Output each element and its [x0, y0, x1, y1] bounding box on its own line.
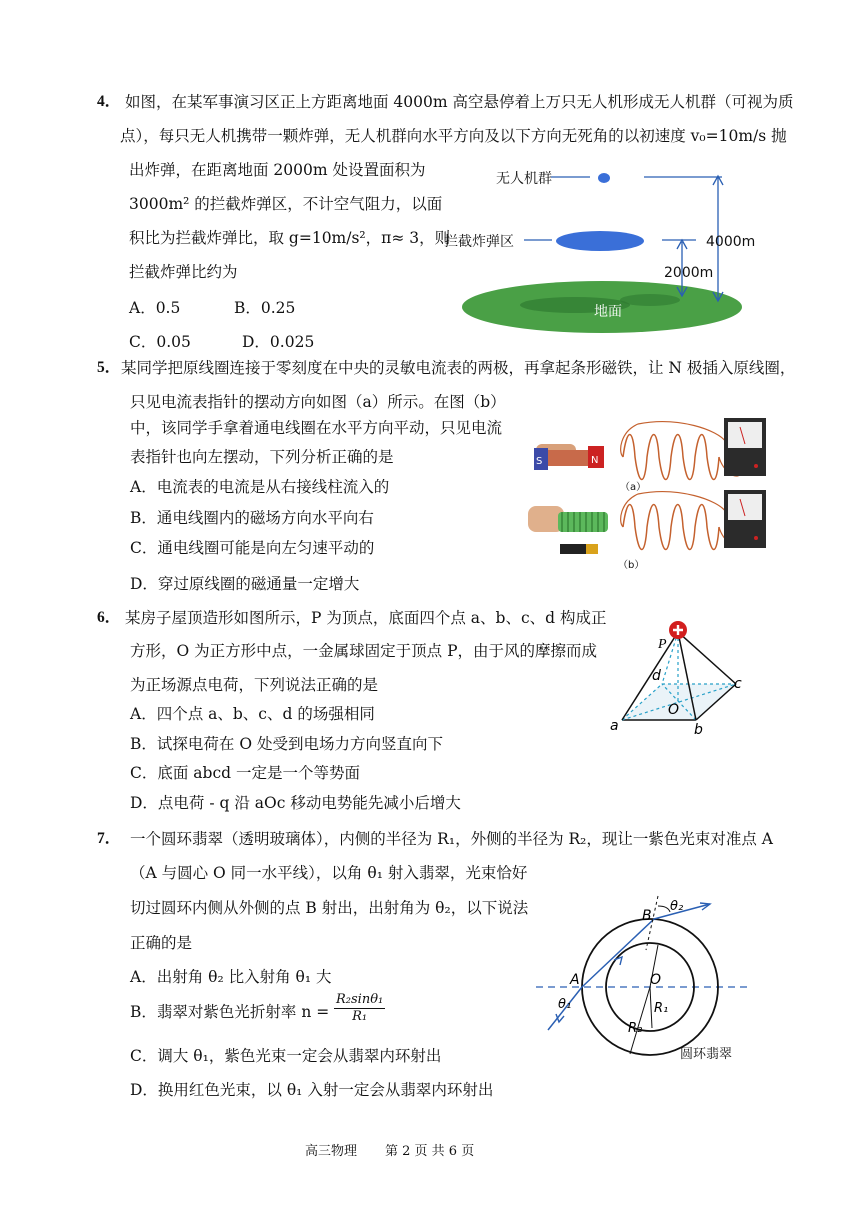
- q5-line-2: 只见电流表指针的摆动方向如图（a）所示。在图（b）: [130, 393, 506, 411]
- svg-text:R₂: R₂: [628, 1021, 643, 1036]
- energized-coil: [558, 512, 608, 532]
- svg-text:O: O: [668, 702, 680, 718]
- q4-option-b: B．0.25: [234, 299, 296, 317]
- footer-subject: 高三物理: [305, 1144, 358, 1159]
- q4-option-c: C．0.05: [129, 333, 191, 351]
- svg-text:P: P: [658, 637, 667, 652]
- svg-text:θ₂: θ₂: [670, 899, 684, 914]
- q4-option-a: A．0.5: [129, 299, 181, 317]
- q7-option-c: C．调大 θ₁，紫色光束一定会从翡翠内环射出: [130, 1047, 442, 1065]
- svg-text:B: B: [642, 908, 652, 924]
- q4-line-3: 出炸弹，在距离地面 2000m 处设置面积为: [129, 161, 426, 179]
- q6-figure: [606, 618, 756, 740]
- q4-line-6: 拦截炸弹比约为: [129, 263, 238, 281]
- q7-option-d: D．换用红色光束，以 θ₁ 入射一定会从翡翠内环射出: [130, 1081, 494, 1099]
- refractive-index-fraction: [334, 992, 385, 1025]
- q5-number: 5．: [97, 359, 121, 376]
- svg-text:d: d: [652, 668, 661, 684]
- q7-option-b: B．翡翠对紫色光折射率 n =: [130, 1003, 330, 1021]
- drone-swarm-dot: [598, 173, 610, 183]
- ring-caption: 圆环翡翠: [680, 1047, 733, 1062]
- figure-a-label: （a）: [620, 482, 647, 493]
- fraction-denominator: R₁: [352, 1009, 368, 1024]
- q7-number: 7．: [97, 830, 121, 847]
- svg-text:θ₁: θ₁: [558, 997, 572, 1012]
- label-2000m: 2000m: [664, 265, 714, 281]
- q5-line-1: 某同学把原线圈连接于零刻度在中央的灵敏电流表的两极，再拿起条形磁铁，让 N 极插入原线圈，: [121, 359, 796, 377]
- q7-line-4: 正确的是: [130, 934, 193, 952]
- q6-number: 6．: [97, 609, 121, 626]
- intercept-zone-ellipse: [556, 231, 644, 251]
- svg-text:A: A: [570, 972, 580, 988]
- q5-line-3: 中，该同学手拿着通电线圈在水平方向平动，只见电流: [130, 419, 503, 437]
- q5-option-b: B．通电线圈内的磁场方向水平向右: [130, 509, 374, 527]
- drones-label: 无人机群: [496, 171, 552, 187]
- q4-option-d: D．0.025: [242, 333, 315, 351]
- q6-option-b: B．试探电荷在 O 处受到电场力方向竖直向下: [130, 735, 443, 753]
- q4-line-4: 3000m² 的拦截炸弹区，不计空气阻力，以面: [129, 195, 443, 213]
- q4-line-1: 如图，在某军事演习区正上方距离地面 4000m 高空悬停着上万只无人机形成无人机群（可视为质: [125, 93, 794, 111]
- ground-label: 地面: [594, 304, 622, 320]
- primary-coil-a: [623, 435, 719, 480]
- q4-figure: [440, 160, 760, 338]
- svg-text:a: a: [610, 718, 619, 734]
- svg-text:O: O: [650, 972, 662, 988]
- q6-option-d: D．点电荷 - q 沿 aOc 移动电势能先减小后增大: [130, 794, 461, 812]
- svg-text:b: b: [694, 722, 703, 738]
- q5-figure: [528, 412, 778, 582]
- q5-option-a: A．电流表的电流是从右接线柱流入的: [130, 478, 390, 496]
- zone-label: 拦截炸弹区: [444, 234, 514, 250]
- svg-text:c: c: [734, 676, 742, 692]
- figure-b-label: （b）: [618, 560, 645, 571]
- q5-line-4: 表指针也向左摆动，下列分析正确的是: [130, 448, 394, 466]
- q6-line-3: 为正场源点电荷，下列说法正确的是: [130, 676, 379, 694]
- svg-text:R₁: R₁: [654, 1001, 669, 1016]
- q6-line-2: 方形，O 为正方形中点，一金属球固定于顶点 P，由于风的摩擦而成: [130, 642, 597, 660]
- q4-line-2: 点），每只无人机携带一颗炸弹，无人机群向水平方向及以下方向无死角的以初速度 v₀=10m/s 抛: [120, 127, 787, 145]
- q7-line-2: （A 与圆心 O 同一水平线），以角 θ₁ 射入翡翠，光束恰好: [130, 864, 528, 882]
- label-4000m: 4000m: [706, 234, 756, 250]
- q6-option-a: A．四个点 a、b、c、d 的场强相同: [130, 705, 375, 723]
- q4-line-5: 积比为拦截炸弹比，取 g=10m/s²，π≈ 3，则: [129, 229, 451, 247]
- q7-line-1: 一个圆环翡翠（透明玻璃体），内侧的半径为 R₁，外侧的半径为 R₂，现让一紫色光束对准点 A: [130, 830, 773, 848]
- primary-coil-b: [623, 505, 719, 550]
- q7-line-3: 切过圆环内侧从外侧的点 B 射出，出射角为 θ₂，以下说法: [130, 899, 529, 917]
- footer-page-number: 第 2 页 共 6 页: [385, 1144, 475, 1159]
- fraction-numerator: R₂sinθ₁: [336, 992, 384, 1007]
- svg-text:S: S: [536, 456, 543, 467]
- q6-option-c: C．底面 abcd 一定是一个等势面: [130, 764, 360, 782]
- q5-option-d: D．穿过原线圈的磁通量一定增大: [130, 575, 360, 593]
- svg-text:N: N: [591, 455, 599, 466]
- q6-line-1: 某房子屋顶造形如图所示，P 为顶点，底面四个点 a、b、c、d 构成正: [125, 609, 607, 627]
- q5-option-c: C．通电线圈可能是向左匀速平动的: [130, 539, 375, 557]
- battery: [560, 544, 586, 554]
- q4-number: 4．: [97, 93, 121, 110]
- q7-figure: [530, 890, 762, 1074]
- q7-option-a: A．出射角 θ₂ 比入射角 θ₁ 大: [130, 968, 332, 986]
